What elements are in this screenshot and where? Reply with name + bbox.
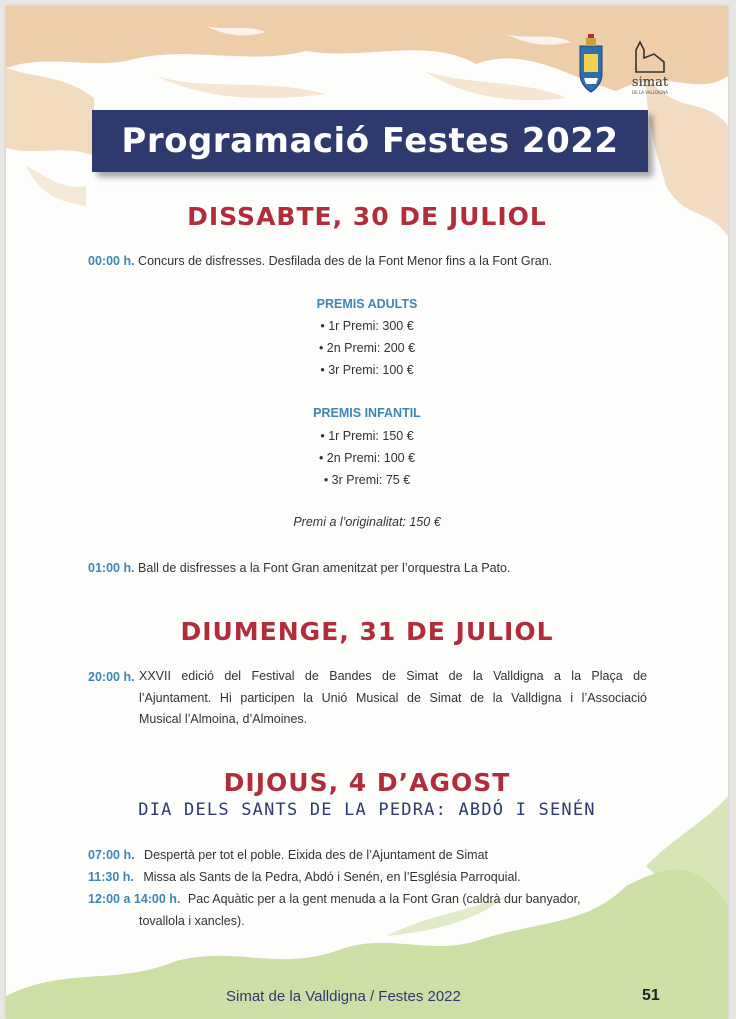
event-line [88,870,521,884]
day-subtitle: DIA DELS SANTS DE LA PEDRA: ABDÓ I SENÉN [138,800,596,820]
event-text: Missa als Sants de la Pedra, Abdó i Senén, en l’Església Parroquial. [143,870,521,884]
event-text-line: Musical l’Almoina, d’Almoines. [139,712,308,726]
coat-of-arms-icon [580,34,602,92]
event-line [88,848,488,862]
prizes-adults-heading: PREMIS ADULTS [316,297,418,311]
event-time: 07:00 h. [88,848,135,862]
originality-prize: Premi a l’originalitat: 150 € [293,515,441,529]
simat-logo-icon [632,42,669,95]
day-heading-saturday: DISSABTE, 30 DE JULIOL [187,202,547,231]
footer-text: Simat de la Valldigna / Festes 2022 [226,988,461,1005]
day-heading-thursday: DIJOUS, 4 D’AGOST [223,768,511,797]
event-text [139,666,647,731]
event-text: Ball de disfresses a la Font Gran amenitzat per l’orquestra La Pato. [138,561,511,575]
event-text-continuation: tovallola i xancles). [139,914,245,928]
prize-item: • 2n Premi: 200 € [318,341,416,355]
prize-item: • 1r Premi: 300 € [320,319,414,333]
event-text-line: XXVII edició del Festival de Bandes de Simat de la Valldigna a la Plaça de [139,669,647,683]
event-line [88,561,510,575]
event-line [88,254,552,268]
program-title-banner [92,110,648,172]
event-time: 00:00 h. [88,254,135,268]
prize-item: • 2n Premi: 100 € [318,451,416,465]
prize-item: • 3r Premi: 75 € [323,473,411,487]
prize-item: • 1r Premi: 150 € [320,429,414,443]
event-text: Concurs de disfresses. Desfilada des de la Font Menor fins a la Font Gran. [138,254,553,268]
svg-text:simat: simat [631,75,669,90]
program-page [6,6,728,1019]
day-heading-sunday: DIUMENGE, 31 DE JULIOL [180,617,554,646]
page-number: 51 [642,987,660,1004]
event-time: 01:00 h. [88,561,135,575]
event-text: Pac Aquàtic per a la gent menuda a la Font Gran (caldrà dur banyador, [187,892,581,906]
prizes-children-heading: PREMIS INFANTIL [313,406,421,420]
event-time: 20:00 h. [88,670,135,684]
event-time: 12:00 a 14:00 h. [88,892,181,906]
program-title: Programació Festes 2022 [121,121,619,161]
event-line [88,892,581,906]
svg-text:DE LA VALLDIGNA: DE LA VALLDIGNA [632,90,668,95]
event-time: 11:30 h. [88,870,134,884]
prize-item: • 3r Premi: 100 € [320,363,414,377]
event-text: Despertà per tot el poble. Eixida des de l’Ajuntament de Simat [144,848,488,862]
event-text-line: l’Ajuntament. Hi participen la Unió Musical de Simat de la Valldigna i l’Associació [139,690,647,705]
simat-logos [576,32,686,96]
